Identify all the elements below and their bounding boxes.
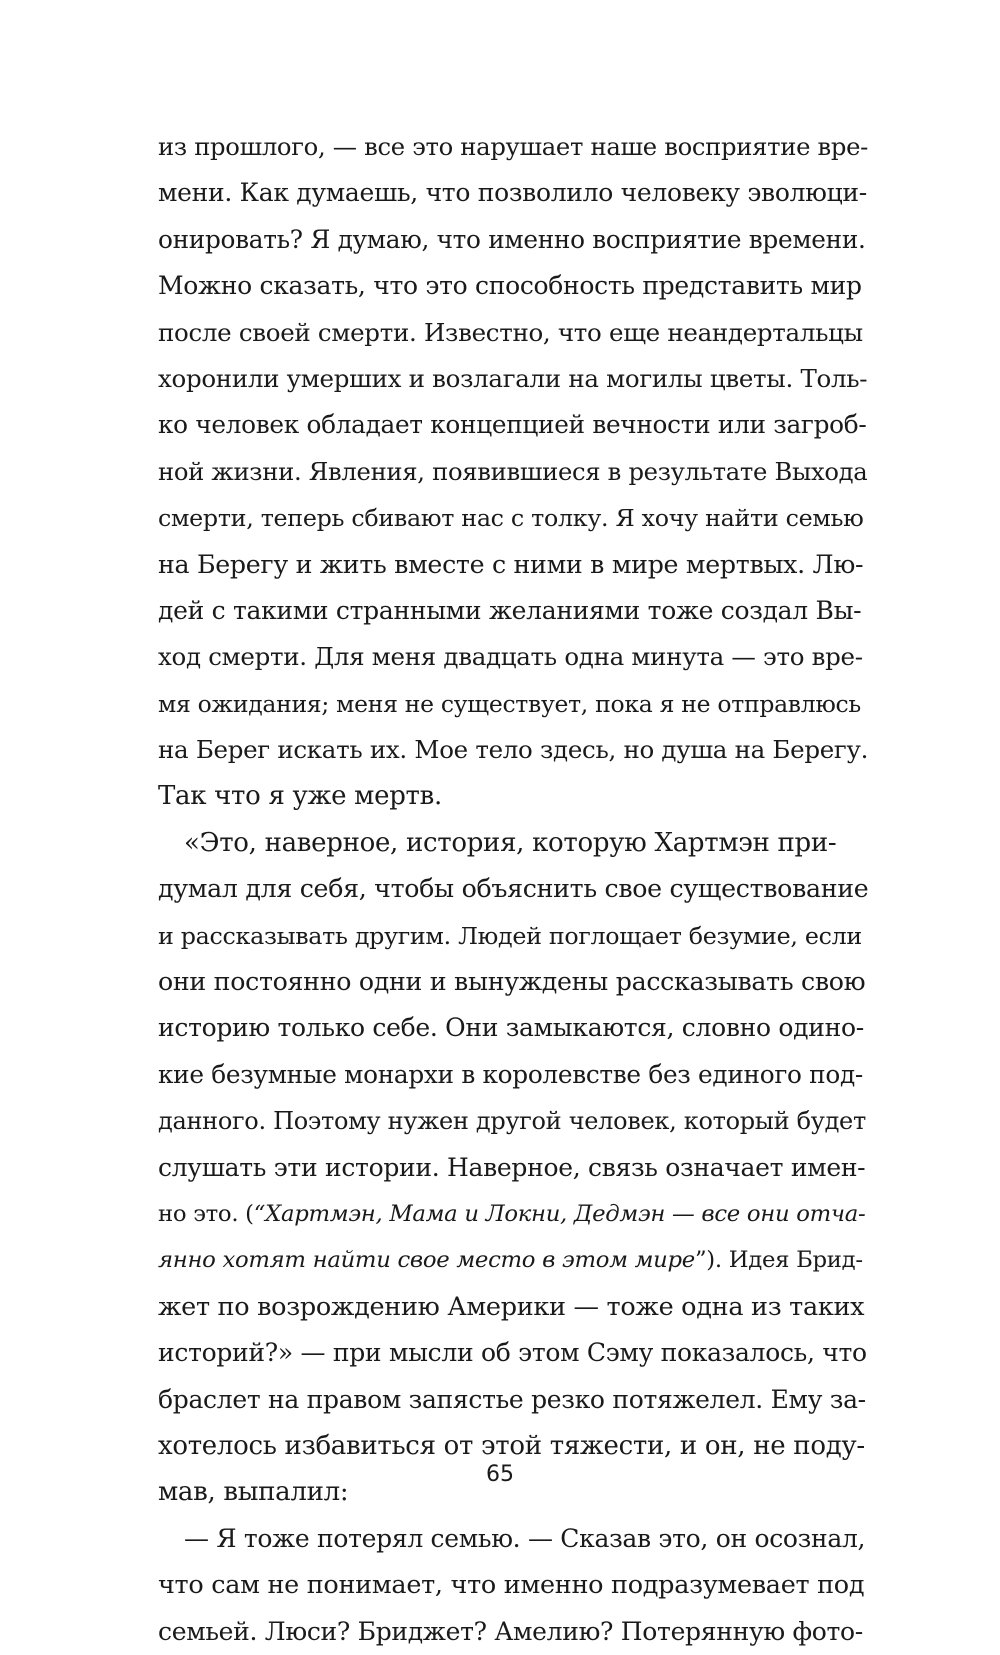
text-line: семьей. Люси? Бриджет? Амелию? Потерянную фото- [158, 1616, 863, 1646]
text-line: данного. Поэтому нужен другой человек, который будет [158, 1107, 866, 1136]
text-line: дей с такими странными желаниями тоже создал Вы- [158, 595, 862, 625]
text-line: мени. Как думаешь, что позволило человеку эволюци- [158, 178, 867, 208]
text-line: онировать? Я думаю, что именно восприятие времени. [158, 224, 866, 254]
text-line: и рассказывать другим. Людей поглощает безумие, если [158, 921, 862, 950]
text-line: «Это, наверное, история, которую Хартмэн при- [184, 827, 837, 858]
text-span: ”). Идея Брид- [694, 1247, 863, 1274]
body-text [158, 124, 868, 1655]
text-line: жет по возрождению Америки — тоже одна из таких [158, 1291, 865, 1322]
text-line: мя ожидания; меня не существует, пока я не отправлюсь [158, 689, 861, 718]
text-line: что сам не понимает, что именно подразумевает под [158, 1570, 865, 1601]
text-line: ной жизни. Явления, появившиеся в результате Выхода [158, 456, 868, 486]
text-line [158, 1191, 868, 1237]
text-line: после своей смерти. Известно, что еще неандертальцы [158, 317, 863, 347]
text-line: из прошлого, — все это нарушает наше восприятие вре- [158, 132, 869, 161]
text-line: мав, выпалил: [158, 1477, 349, 1508]
text-line: историю только себе. Они замыкаются, словно одино- [158, 1013, 864, 1043]
text-line: ко человек обладает концепцией вечности или загроб- [158, 410, 867, 440]
text-line: на Берег искать их. Мое тело здесь, но душа на Берегу. [158, 735, 869, 765]
page-number: 65 [486, 1462, 514, 1487]
text-line: ход смерти. Для меня двадцать одна минута — это вре- [158, 642, 863, 672]
italic-text: “Хартмэн, Мама и Локни, Дедмэн — все они отча- [253, 1200, 866, 1227]
text-line: они постоянно одни и вынуждены рассказывать свою [158, 967, 866, 997]
text-line: Так что я уже мертв. [158, 781, 442, 812]
text-line: кие безумные монархи в королевстве без единого под- [158, 1059, 863, 1089]
text-line: — Я тоже потерял семью. — Сказав это, он осознал, [184, 1523, 866, 1553]
text-line: хоронили умерших и возлагали на могилы цветы. Толь- [158, 363, 868, 393]
text-span: но это. ( [158, 1200, 254, 1227]
text-line: браслет на правом запястье резко потяжелел. Ему за- [158, 1384, 866, 1414]
text-line: историй?» — при мысли об этом Сэму показалось, что [158, 1338, 867, 1368]
italic-text: янно хотят найти свое место в этом мире [158, 1247, 695, 1274]
text-line: смерти, теперь сбивают нас с толку. Я хочу найти семью [158, 504, 864, 533]
text-line: хотелось избавиться от этой тяжести, и он, не поду- [158, 1430, 865, 1461]
text-line: думал для себя, чтобы объяснить свое существование [158, 874, 869, 904]
text-line: Можно сказать, что это способность представить мир [158, 271, 862, 301]
text-line: на Берегу и жить вместе с ними в мире мертвых. Лю- [158, 549, 864, 579]
text-line [158, 1237, 868, 1283]
text-line: слушать эти истории. Наверное, связь означает имен- [158, 1152, 866, 1182]
